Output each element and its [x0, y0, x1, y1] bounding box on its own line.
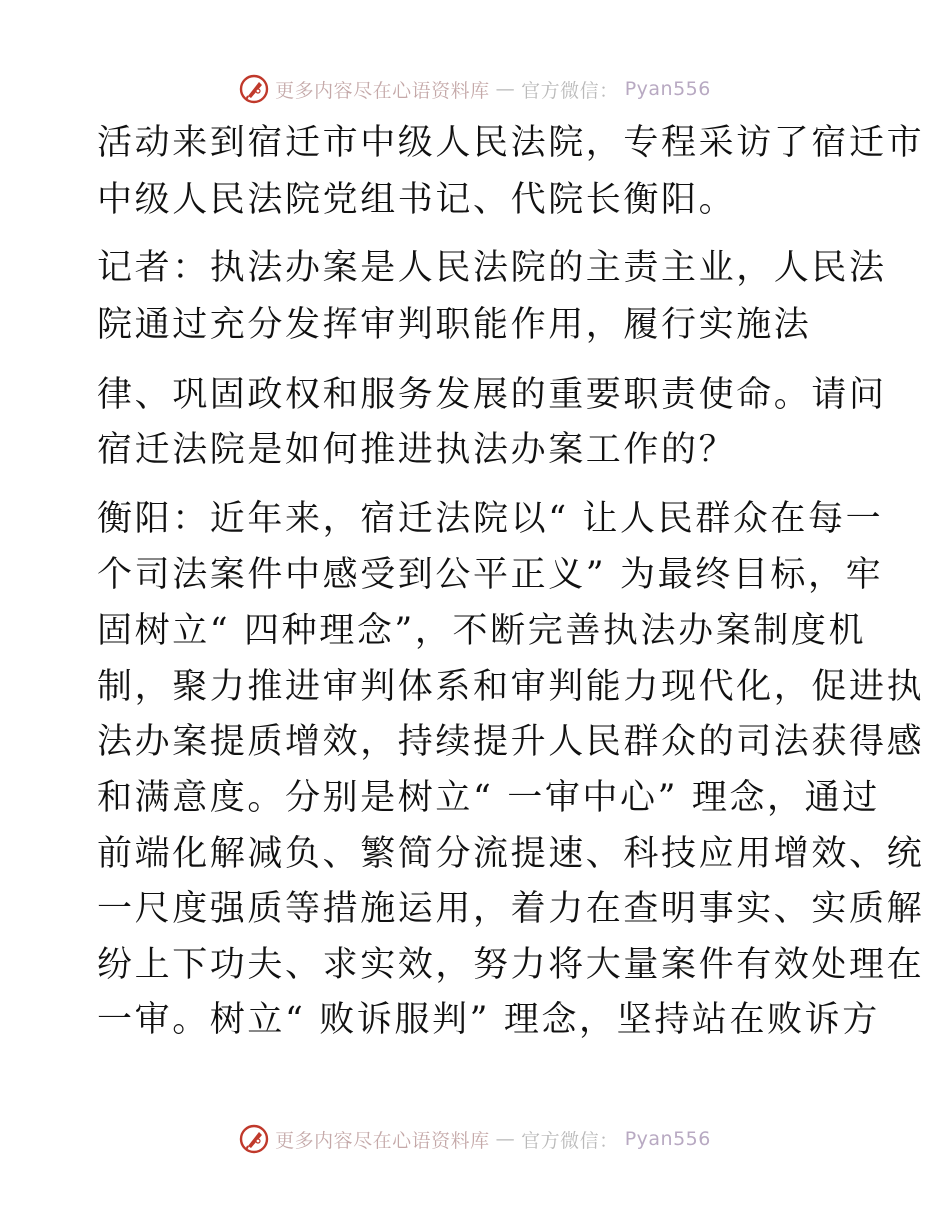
text-line: 宿迁法院是如何推进执法办案工作的？: [97, 430, 737, 470]
text-line: 院通过充分发挥审判职能作用，履行实施法: [97, 305, 812, 345]
footer-watermark: [0, 1124, 950, 1154]
header-watermark: [0, 74, 950, 104]
text-line: 一审。树立“ 败诉服判” 理念，坚持站在败诉方: [97, 1000, 880, 1040]
text-line: 个司法案件中感受到公平正义” 为最终目标，牢: [97, 555, 884, 595]
watermark-wechat-id: Pyan556: [624, 1128, 711, 1150]
text-line: 制，聚力推进审判体系和审判能力现代化，促进执: [97, 667, 925, 707]
text-line: 律、巩固政权和服务发展的重要职责使命。请问: [97, 375, 887, 415]
watermark-wechat-label: 官方微信：: [521, 79, 619, 102]
text-line: 一尺度强质等措施运用，着力在查明事实、实质解: [97, 889, 925, 929]
text-line: 和满意度。分别是树立“ 一审中心” 理念，通过: [97, 778, 880, 818]
watermark-text: 更多内容尽在心语资料库: [275, 79, 490, 102]
pen-feather-logo-icon: [239, 74, 269, 104]
watermark-dash: —: [495, 1128, 516, 1150]
text-line: 纷上下功夫、求实效，努力将大量案件有效处理在: [97, 945, 925, 985]
watermark-text: 更多内容尽在心语资料库: [275, 1129, 490, 1152]
text-line: 固树立“ 四种理念”，不断完善执法办案制度机: [97, 611, 867, 651]
text-line: 活动来到宿迁市中级人民法院，专程采访了宿迁市: [97, 123, 925, 163]
watermark-wechat-label: 官方微信：: [521, 1129, 619, 1152]
pen-feather-logo-icon: [239, 1124, 269, 1154]
article-body: [97, 123, 925, 1040]
watermark-dash: —: [495, 78, 516, 100]
text-line: 记者：执法办案是人民法院的主责主业，人民法: [97, 248, 887, 288]
text-line: 衡阳：近年来，宿迁法院以“ 让人民群众在每一: [97, 499, 884, 539]
text-line: 前端化解减负、繁简分流提速、科技应用增效、统: [97, 834, 925, 874]
text-line: 法办案提质增效，持续提升人民群众的司法获得感: [97, 722, 925, 762]
text-line: 中级人民法院党组书记、代院长衡阳。: [97, 180, 737, 220]
watermark-wechat-id: Pyan556: [624, 78, 711, 100]
